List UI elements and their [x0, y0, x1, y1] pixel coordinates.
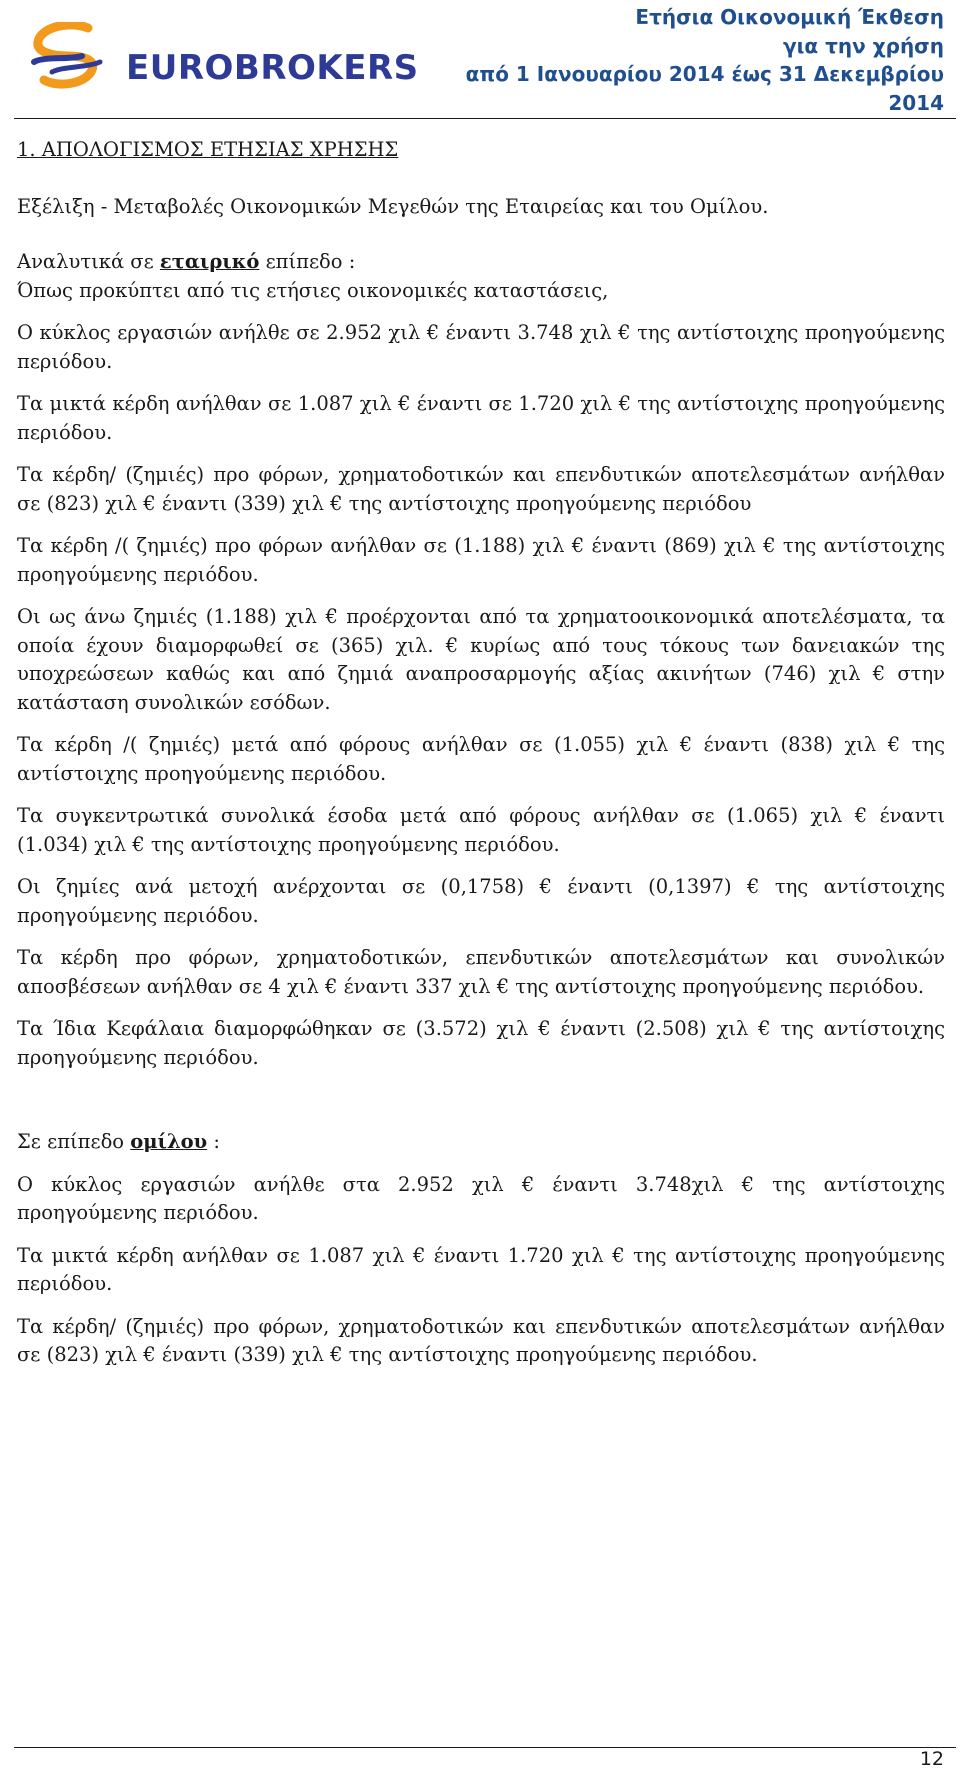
company-paragraph: Τα μικτά κέρδη ανήλθαν σε 1.087 χιλ € έναντι σε 1.720 χιλ € της αντίστοιχης προηγούμενης περιόδου.	[17, 392, 945, 444]
report-title-line: για την χρήση	[783, 33, 944, 58]
company-intro-line2: Όπως προκύπτει από τις ετήσιες οικονομικές καταστάσεις,	[17, 278, 609, 302]
group-paragraph: Τα κέρδη/ (ζημιές) προ φόρων, χρηματοδοτικών και επενδυτικών αποτελεσμάτων ανήλθαν σε (823) χιλ € έναντι (339) χιλ € της αντίστοιχης προηγούμενης περιόδου.	[17, 1314, 945, 1366]
group-intro-suffix: :	[207, 1130, 220, 1153]
header-divider	[14, 118, 956, 119]
company-paragraph: Τα συγκεντρωτικά συνολικά έσοδα μετά από φόρους ανήλθαν σε (1.065) χιλ € έναντι (1.034) χιλ € της αντίστοιχης προηγούμενης περιόδου.	[17, 804, 945, 856]
group-paragraph: Τα μικτά κέρδη ανήλθαν σε 1.087 χιλ € έναντι 1.720 χιλ € της αντίστοιχης προηγούμενης περιόδου.	[17, 1243, 945, 1295]
report-title-line: από 1 Ιανουαρίου 2014 έως 31 Δεκεμβρίου	[465, 62, 944, 86]
logo-wordmark: EUROBROKERS	[126, 48, 419, 88]
company-intro	[17, 248, 945, 277]
section-heading: 1. ΑΠΟΛΟΓΙΣΜΟΣ ΕΤΗΣΙΑΣ ΧΡΗΣΗΣ	[17, 138, 399, 161]
company-intro-prefix: Αναλυτικά σε	[17, 250, 160, 273]
company-logo	[30, 22, 419, 92]
report-title-line: Ετήσια Οικονομική Έκθεση	[635, 5, 944, 29]
group-paragraph: Ο κύκλος εργασιών ανήλθε στα 2.952 χιλ € έναντι 3.748χιλ € της αντίστοιχης προηγούμενης περιόδου.	[17, 1172, 945, 1224]
logo-swoosh-icon	[30, 22, 120, 92]
section-subheading: Εξέλιξη - Μεταβολές Οικονομικών Μεγεθών της Εταιρείας και του Ομίλου.	[17, 194, 769, 218]
footer-divider	[14, 1747, 956, 1748]
page-number: 12	[919, 1748, 944, 1770]
company-level-emphasis: εταιρικό	[159, 250, 260, 273]
company-paragraph: Οι ως άνω ζημιές (1.188) χιλ € προέρχονται από τα χρηματοοικονομικά αποτελέσματα, τα οποία έχουν διαμορφωθεί σε (365) χιλ. € κυρίως από τους τόκους των δανειακών της υποχρεώσεων καθώς και από ζημιά αναπροσαρμογής αξίας ακινήτων (746) χιλ € στην κατάσταση συνολικών εσόδων.	[17, 605, 945, 714]
company-paragraph: Οι ζημίες ανά μετοχή ανέρχονται σε (0,1758) € έναντι (0,1397) € της αντίστοιχης προηγούμενης περιόδου.	[17, 875, 945, 927]
group-intro	[17, 1128, 945, 1157]
report-title	[424, 3, 944, 117]
company-paragraph: Ο κύκλος εργασιών ανήλθε σε 2.952 χιλ € έναντι 3.748 χιλ € της αντίστοιχης προηγούμενης περιόδου.	[17, 321, 945, 373]
company-paragraph: Τα κέρδη/ (ζημιές) προ φόρων, χρηματοδοτικών και επενδυτικών αποτελεσμάτων ανήλθαν σε (823) χιλ € έναντι (339) χιλ € της αντίστοιχης προηγούμενης περιόδου	[17, 463, 945, 515]
group-level-emphasis: ομίλου	[130, 1130, 208, 1153]
report-title-line: 2014	[888, 90, 944, 115]
group-intro-prefix: Σε επίπεδο	[17, 1130, 131, 1153]
company-paragraph: Τα κέρδη /( ζημιές) προ φόρων ανήλθαν σε (1.188) χιλ € έναντι (869) χιλ € της αντίστοιχης προηγούμενης περιόδου.	[17, 534, 945, 586]
document-body	[17, 136, 945, 1370]
company-paragraph: Τα κέρδη προ φόρων, χρηματοδοτικών, επενδυτικών αποτελεσμάτων και συνολικών αποσβέσεων ανήλθαν σε 4 χιλ € έναντι 337 χιλ € της αντίστοιχης προηγούμενης περιόδου.	[17, 946, 945, 998]
company-paragraph: Τα Ίδια Κεφάλαια διαμορφώθηκαν σε (3.572) χιλ € έναντι (2.508) χιλ € της αντίστοιχης προηγούμενης περιόδου.	[17, 1017, 945, 1069]
company-intro-suffix: επίπεδο :	[259, 250, 356, 273]
company-paragraph: Τα κέρδη /( ζημιές) μετά από φόρους ανήλθαν σε (1.055) χιλ € έναντι (838) χιλ € της αντίστοιχης προηγούμενης περιόδου.	[17, 733, 945, 785]
page-header	[0, 0, 960, 118]
